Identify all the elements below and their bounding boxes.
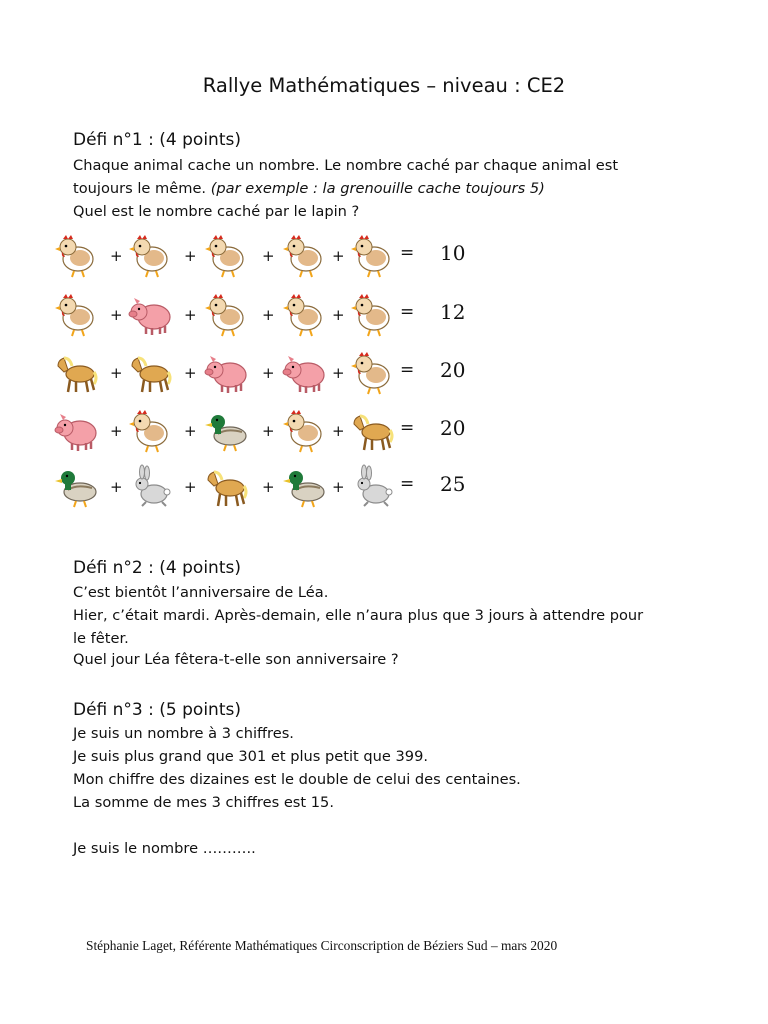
defi3-line2: Je suis plus grand que 301 et plus petit que 399. xyxy=(73,748,429,765)
hen-icon xyxy=(204,233,248,279)
plus-sign: + xyxy=(184,247,197,265)
plus-sign: + xyxy=(262,306,275,324)
horse-icon xyxy=(54,350,98,396)
hen-icon xyxy=(54,292,98,338)
defi1-heading: Défi n°1 : (4 points) xyxy=(73,130,241,150)
defi3-text xyxy=(73,722,713,814)
hen-icon xyxy=(350,233,394,279)
defi3-answer: Je suis le nombre ……….. xyxy=(73,840,256,857)
hen-icon xyxy=(54,233,98,279)
row-result: 10 xyxy=(440,241,466,265)
plus-sign: + xyxy=(110,422,123,440)
defi3-line1: Je suis un nombre à 3 chiffres. xyxy=(73,725,294,742)
hen-icon xyxy=(350,350,394,396)
equals-sign: = xyxy=(400,243,415,263)
equals-sign: = xyxy=(400,360,415,380)
hen-icon xyxy=(128,408,172,454)
defi1-line1: Chaque animal cache un nombre. Le nombre caché par chaque animal est xyxy=(73,157,619,174)
plus-sign: + xyxy=(110,478,123,496)
pig-icon xyxy=(282,350,326,396)
duck-icon xyxy=(54,464,98,510)
plus-sign: + xyxy=(262,247,275,265)
plus-sign: + xyxy=(332,478,345,496)
plus-sign: + xyxy=(184,422,197,440)
defi2-line1: C’est bientôt l’anniversaire de Léa. xyxy=(73,584,329,601)
pig-icon xyxy=(128,292,172,338)
plus-sign: + xyxy=(332,306,345,324)
defi3-line3: Mon chiffre des dizaines est le double de celui des centaines. xyxy=(73,771,521,788)
defi2-line2: Hier, c’était mardi. Après-demain, elle n’aura plus que 3 jours à attendre pour xyxy=(73,607,644,624)
plus-sign: + xyxy=(184,306,197,324)
plus-sign: + xyxy=(110,364,123,382)
rabbit-icon xyxy=(350,464,394,510)
row-result: 25 xyxy=(440,472,466,496)
plus-sign: + xyxy=(332,422,345,440)
defi3-line4: La somme de mes 3 chiffres est 15. xyxy=(73,794,334,811)
hen-icon xyxy=(282,292,326,338)
plus-sign: + xyxy=(262,364,275,382)
hen-icon xyxy=(350,292,394,338)
rabbit-icon xyxy=(128,464,172,510)
defi2-text xyxy=(73,581,713,650)
puzzle-row xyxy=(54,350,474,398)
plus-sign: + xyxy=(332,364,345,382)
hen-icon xyxy=(282,408,326,454)
defi2-heading: Défi n°2 : (4 points) xyxy=(73,558,241,578)
defi1-line2: toujours le même. xyxy=(73,180,207,197)
duck-icon xyxy=(282,464,326,510)
defi1-question: Quel est le nombre caché par le lapin ? xyxy=(73,203,360,220)
plus-sign: + xyxy=(184,364,197,382)
defi3-heading: Défi n°3 : (5 points) xyxy=(73,700,241,720)
pig-icon xyxy=(204,350,248,396)
defi1-example: (par exemple : la grenouille cache toujours 5) xyxy=(210,180,545,197)
horse-icon xyxy=(204,464,248,510)
footer: Stéphanie Laget, Référente Mathématiques Circonscription de Béziers Sud – mars 2020 xyxy=(86,938,558,953)
plus-sign: + xyxy=(184,478,197,496)
plus-sign: + xyxy=(110,306,123,324)
page-title: Rallye Mathématiques – niveau : CE2 xyxy=(202,74,566,97)
hen-icon xyxy=(128,233,172,279)
puzzle-row xyxy=(54,408,474,456)
row-result: 20 xyxy=(440,416,466,440)
horse-icon xyxy=(128,350,172,396)
plus-sign: + xyxy=(262,422,275,440)
equals-sign: = xyxy=(400,418,415,438)
equals-sign: = xyxy=(400,474,415,494)
puzzle-row xyxy=(54,233,474,281)
puzzle-row xyxy=(54,464,474,512)
plus-sign: + xyxy=(262,478,275,496)
horse-icon xyxy=(350,408,394,454)
puzzle-row xyxy=(54,292,474,340)
hen-icon xyxy=(204,292,248,338)
duck-icon xyxy=(204,408,248,454)
defi2-question: Quel jour Léa fêtera-t-elle son anniversaire ? xyxy=(73,651,399,668)
equals-sign: = xyxy=(400,302,415,322)
defi1-line2-wrap xyxy=(73,177,713,200)
plus-sign: + xyxy=(332,247,345,265)
pig-icon xyxy=(54,408,98,454)
hen-icon xyxy=(282,233,326,279)
defi2-line3: le fêter. xyxy=(73,630,129,647)
row-result: 12 xyxy=(440,300,466,324)
defi1-text xyxy=(73,154,713,200)
plus-sign: + xyxy=(110,247,123,265)
row-result: 20 xyxy=(440,358,466,382)
